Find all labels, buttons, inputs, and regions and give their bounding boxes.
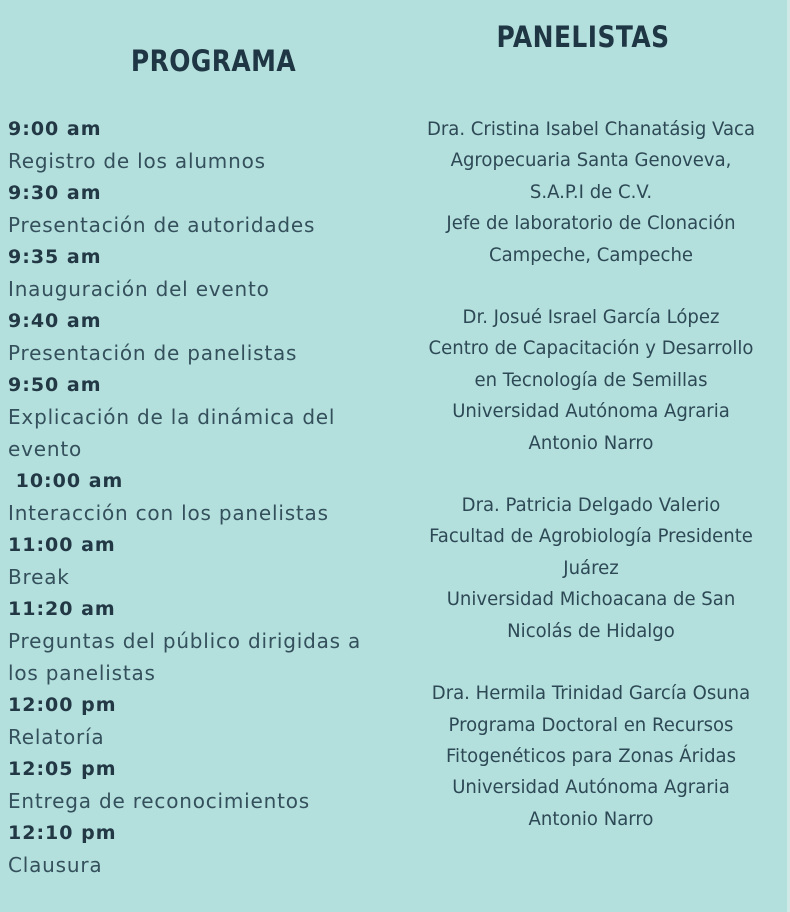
schedule-activity: Presentación de panelistas <box>8 341 298 365</box>
panelist-list <box>398 114 784 866</box>
schedule-time: 12:10 pm <box>8 822 117 844</box>
schedule-activity: Relatoría <box>8 725 105 749</box>
panelist-affiliation: Antonio Narro <box>528 807 654 830</box>
schedule-activity: los panelistas <box>8 661 156 685</box>
schedule-time: 11:00 am <box>8 534 116 556</box>
schedule-item <box>8 529 393 593</box>
schedule-activity: Registro de los alumnos <box>8 149 266 173</box>
panelist-affiliation: Campeche, Campeche <box>488 243 694 266</box>
panelistas-heading: PANELISTAS <box>496 20 670 54</box>
schedule-item <box>8 593 393 689</box>
schedule-time: 12:00 pm <box>8 694 117 716</box>
schedule-list <box>8 113 393 881</box>
schedule-item <box>8 753 393 817</box>
panelist-affiliation: S.A.P.I de C.V. <box>529 180 653 203</box>
schedule-activity: Entrega de reconocimientos <box>8 789 311 813</box>
panelist-affiliation: Nicolás de Hidalgo <box>507 619 675 642</box>
panelist-affiliation: en Tecnología de Semillas <box>474 368 708 391</box>
panelist-entry <box>398 114 784 271</box>
schedule-time: 9:50 am <box>8 374 102 396</box>
panelist-affiliation: Agropecuaria Santa Genoveva, <box>450 149 732 172</box>
schedule-item <box>8 241 393 305</box>
panelist-entry <box>398 302 784 459</box>
schedule-time: 9:35 am <box>8 246 102 268</box>
schedule-activity: Interacción con los panelistas <box>8 501 329 525</box>
schedule-activity: Break <box>8 565 70 589</box>
panelist-name: Dra. Hermila Trinidad García Osuna <box>431 682 751 705</box>
panelist-name: Dra. Cristina Isabel Chanatásig Vaca <box>426 118 756 140</box>
schedule-activity: evento <box>8 437 82 461</box>
schedule-activity: Inauguración del evento <box>8 277 270 301</box>
schedule-item <box>8 689 393 753</box>
panelist-name: Dra. Patricia Delgado Valerio <box>461 494 721 517</box>
schedule-activity: Clausura <box>8 853 103 877</box>
schedule-time: 10:00 am <box>8 470 124 492</box>
schedule-item <box>8 465 393 529</box>
schedule-time: 9:30 am <box>8 182 102 204</box>
panelist-affiliation: Facultad de Agrobiología Presidente <box>429 525 753 548</box>
panelist-name: Dr. Josué Israel García López <box>462 306 720 329</box>
schedule-activity: Preguntas del público dirigidas a <box>8 629 362 653</box>
schedule-time: 9:40 am <box>8 310 102 332</box>
panelist-affiliation: Universidad Autónoma Agraria <box>452 400 730 423</box>
panelist-affiliation: Universidad Michoacana de San <box>446 588 736 611</box>
panelist-affiliation: Juárez <box>563 556 619 579</box>
programa-heading: PROGRAMA <box>130 44 297 78</box>
schedule-item <box>8 369 393 465</box>
panelist-affiliation: Programa Doctoral en Recursos <box>448 713 734 736</box>
panelist-affiliation: Antonio Narro <box>528 431 654 454</box>
schedule-activity: Presentación de autoridades <box>8 213 316 237</box>
schedule-time: 9:00 am <box>8 118 102 140</box>
panelist-affiliation: Fitogenéticos para Zonas Áridas <box>445 744 737 767</box>
panelist-entry <box>398 678 784 835</box>
schedule-item <box>8 305 393 369</box>
panelist-affiliation: Centro de Capacitación y Desarrollo <box>428 337 754 360</box>
panelist-entry <box>398 490 784 647</box>
schedule-time: 11:20 am <box>8 598 116 620</box>
schedule-item <box>8 817 393 881</box>
schedule-item <box>8 177 393 241</box>
schedule-item <box>8 113 393 177</box>
schedule-activity: Explicación de la dinámica del <box>8 405 336 429</box>
panelist-affiliation: Jefe de laboratorio de Clonación <box>446 212 736 235</box>
schedule-time: 12:05 pm <box>8 758 117 780</box>
panelist-affiliation: Universidad Autónoma Agraria <box>452 776 730 799</box>
